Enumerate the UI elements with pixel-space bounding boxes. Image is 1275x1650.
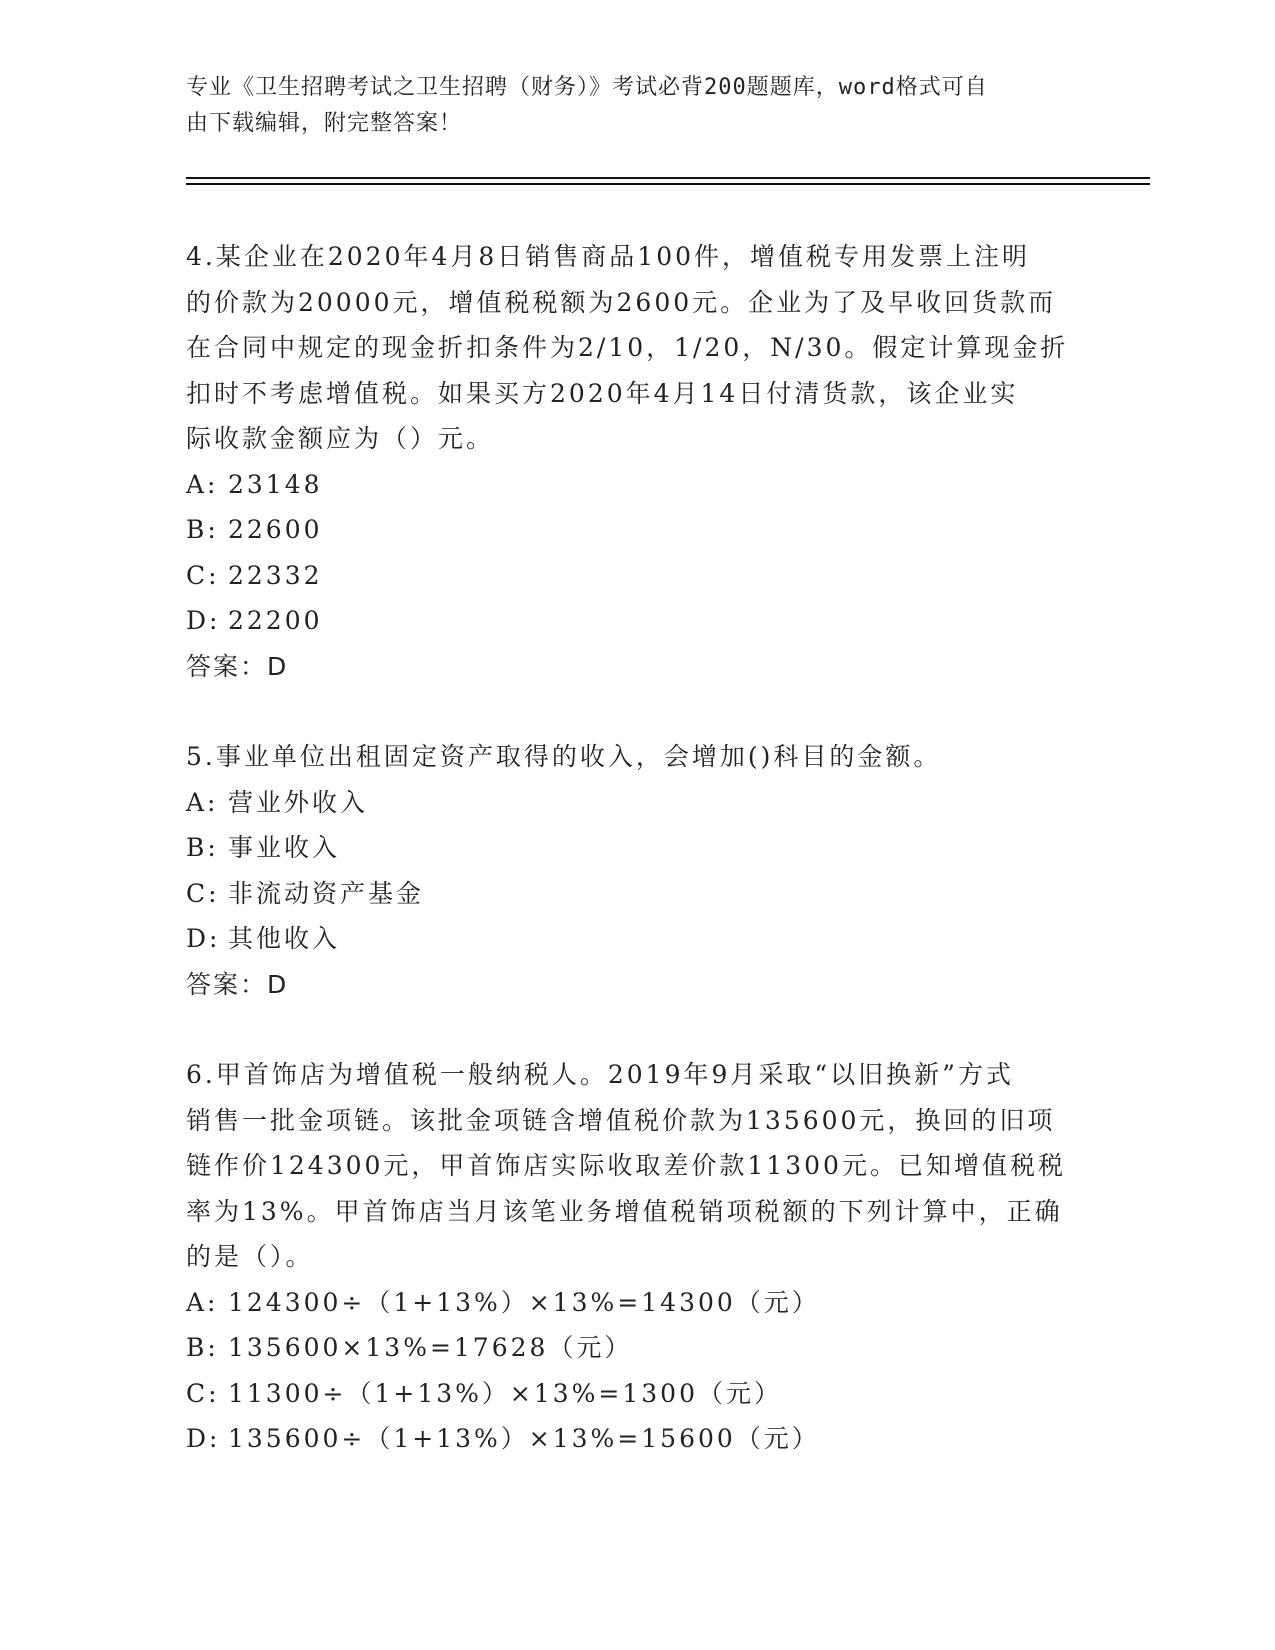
- option-label: B:: [186, 1333, 219, 1362]
- option-text: 营业外收入: [228, 787, 369, 817]
- question-text-line: 的是（）。: [186, 1242, 314, 1271]
- option-a: [186, 462, 1076, 508]
- option-label: D:: [186, 924, 221, 953]
- option-a: [186, 1280, 1076, 1326]
- option-text: 其他收入: [228, 924, 341, 953]
- header-divider-bottom: [186, 183, 1150, 185]
- header-line-2: 由下载编辑，附完整答案！: [186, 111, 463, 136]
- question-6: [186, 1052, 1076, 1462]
- option-label: C:: [186, 878, 220, 908]
- option-label: A:: [186, 787, 219, 817]
- option-text: 23148: [228, 469, 323, 499]
- header-line-1: 专业《卫生招聘考试之卫生招聘（财务）》考试必背200题题库，word格式可自: [186, 75, 988, 100]
- option-text: 事业收入: [228, 833, 341, 862]
- option-b: [186, 825, 1076, 871]
- option-text: 124300÷（1+13%）×13%=14300（元）: [228, 1287, 820, 1317]
- option-label: B:: [186, 833, 219, 862]
- question-text-line: 际收款金额应为（）元。: [186, 424, 495, 453]
- question-text-line: 的价款为20000元，增值税税额为2600元。企业为了及早收回货款而: [186, 287, 1057, 317]
- question-text-line: 率为13%。甲首饰店当月该笔业务增值税销项税额的下列计算中，正确: [186, 1196, 1063, 1226]
- option-text: 135600÷（1+13%）×13%=15600（元）: [228, 1424, 820, 1453]
- question-text-line: 扣时不考虑增值税。如果买方2020年4月14日付清货款，该企业实: [186, 378, 1019, 408]
- question-list: [186, 234, 1076, 1507]
- question-text-line: 5.事业单位出租固定资产取得的收入，会增加()科目的金额。: [186, 742, 942, 771]
- option-label: C:: [186, 560, 220, 590]
- header-divider-top: [186, 177, 1150, 179]
- option-d: [186, 1416, 1076, 1462]
- option-label: D:: [186, 606, 221, 635]
- option-text: 22600: [228, 515, 323, 544]
- option-text: 22332: [228, 560, 323, 590]
- question-text-line: 6.甲首饰店为增值税一般纳税人。2019年9月采取“以旧换新”方式: [186, 1060, 1014, 1089]
- option-text: 非流动资产基金: [228, 878, 425, 908]
- option-text: 135600×13%=17628（元）: [228, 1333, 633, 1362]
- option-b: [186, 507, 1076, 553]
- question-text-line: 在合同中规定的现金折扣条件为2/10，1/20，N/30。假定计算现金折: [186, 333, 1069, 362]
- option-c: [186, 1371, 1076, 1417]
- question-text-line: 4.某企业在2020年4月8日销售商品100件，增值税专用发票上注明: [186, 242, 1031, 271]
- answer-line: 答案：D: [186, 969, 289, 999]
- option-label: D:: [186, 1424, 221, 1453]
- answer-line: 答案：D: [186, 651, 289, 681]
- option-text: 22200: [228, 606, 323, 635]
- option-d: [186, 916, 1076, 962]
- question-text-line: 链作价124300元，甲首饰店实际收取差价款11300元。已知增值税税: [186, 1151, 1066, 1180]
- option-label: A:: [186, 469, 219, 499]
- option-b: [186, 1325, 1076, 1371]
- option-c: [186, 553, 1076, 599]
- question-text-line: 销售一批金项链。该批金项链含增值税价款为135600元，换回的旧项: [186, 1105, 1056, 1135]
- option-label: C:: [186, 1378, 220, 1408]
- option-d: [186, 598, 1076, 644]
- question-4: [186, 234, 1076, 689]
- question-5: [186, 734, 1076, 1007]
- option-c: [186, 871, 1076, 917]
- document-header: [186, 70, 1066, 142]
- option-label: A:: [186, 1287, 219, 1317]
- option-label: B:: [186, 515, 219, 544]
- option-a: [186, 780, 1076, 826]
- option-text: 11300÷（1+13%）×13%=1300（元）: [228, 1378, 782, 1408]
